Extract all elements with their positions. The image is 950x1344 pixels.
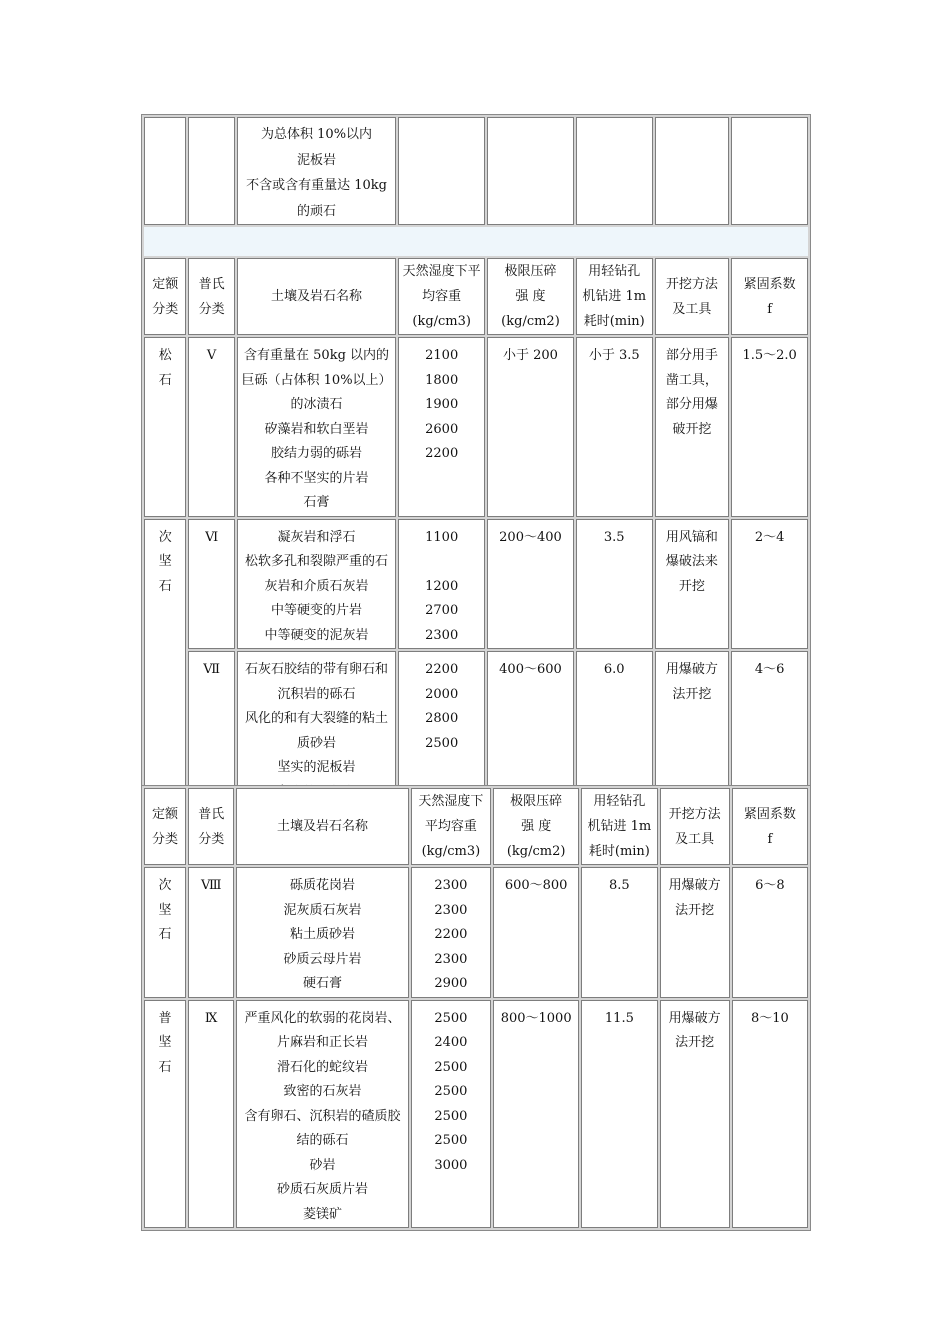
header-density: 天然湿度下 平均容重 (kg/cm3)	[411, 788, 491, 865]
header-grade: 普氏 分类	[188, 258, 234, 335]
method-cell: 用风镐和 爆破法来 开挖	[655, 519, 730, 650]
empty-cell	[144, 117, 186, 225]
strength-cell: 小于 200	[487, 337, 574, 517]
method-cell: 用爆破方 法开挖	[660, 867, 730, 998]
table-row-top-fragment	[144, 117, 808, 225]
header-row	[144, 258, 808, 335]
empty-cell	[655, 117, 730, 225]
strength-cell: 400～600	[487, 651, 574, 806]
rock-name: 严重风化的软弱的花岗岩、	[244, 1010, 401, 1026]
header-category: 定额 分类	[144, 258, 186, 335]
header-name: 土壤及岩石名称	[237, 258, 396, 335]
table-row	[144, 1000, 808, 1229]
header-grade: 普氏 分类	[188, 788, 234, 865]
rock-classification-table-1	[141, 114, 811, 809]
rock-name: 质砂岩	[297, 735, 337, 751]
coefficient-cell: 4～6	[731, 651, 808, 806]
rock-name: 灰岩和介质石灰岩	[264, 578, 369, 594]
grade-cell: Ⅵ	[188, 519, 234, 650]
rock-name: 砂质云母片岩	[283, 951, 362, 967]
coefficient-cell: 8～10	[732, 1000, 808, 1229]
method-cell: 用爆破方 法开挖	[655, 651, 730, 806]
header-category: 定额 分类	[144, 788, 186, 865]
drill-time-cell: 6.0	[576, 651, 653, 806]
drill-time-cell: 8.5	[581, 867, 657, 998]
header-method: 开挖方法 及工具	[660, 788, 730, 865]
table-row	[144, 337, 808, 517]
header-density: 天然湿度下平 均容重 (kg/cm3)	[398, 258, 485, 335]
density-cell: 2500 2400 2500 2500 2500 2500 3000	[411, 1000, 491, 1229]
rock-name: 松软多孔和裂隙严重的石	[245, 554, 389, 569]
rock-name: 砾质花岗岩	[290, 878, 356, 893]
strength-cell: 600～800	[493, 867, 579, 998]
rock-name: 胶结力弱的砾岩	[271, 446, 363, 461]
header-strength: 极限压碎 强 度 (kg/cm2)	[493, 788, 579, 865]
rock-name: 为总体积 10%以内	[261, 127, 373, 142]
header-method: 开挖方法 及工具	[655, 258, 730, 335]
rock-names-cell	[236, 867, 409, 998]
grade-cell: Ⅴ	[188, 337, 234, 517]
rock-name: 砂质石灰质片岩	[277, 1182, 369, 1197]
rock-name: 石灰石胶结的带有卵石和	[245, 662, 389, 677]
rock-name: 中等硬变的泥灰岩	[264, 627, 369, 643]
category-cell: 普 坚 石	[144, 1000, 186, 1229]
grade-cell: Ⅶ	[188, 651, 234, 806]
method-cell: 部分用手 凿工具， 部分用爆 破开挖	[655, 337, 730, 517]
rock-names-cell	[236, 1000, 409, 1229]
grade-cell: Ⅷ	[188, 867, 234, 998]
rock-name: 结的砾石	[296, 1133, 349, 1148]
category-cell: 次 坚 石	[144, 867, 186, 998]
table-row	[144, 651, 808, 806]
rock-name: 菱镁矿	[303, 1206, 343, 1222]
rock-name: 含有卵石、沉积岩的碴质胶	[244, 1108, 401, 1124]
rock-name: 石膏	[303, 495, 330, 510]
header-strength: 极限压碎 强 度 (kg/cm2)	[487, 258, 574, 335]
empty-cell	[398, 117, 485, 225]
strength-cell: 200～400	[487, 519, 574, 650]
rock-names-cell	[237, 519, 396, 650]
grade-cell: Ⅸ	[188, 1000, 234, 1229]
header-name: 土壤及岩石名称	[236, 788, 409, 865]
rock-name: 含有重量在 50kg 以内的	[244, 348, 390, 363]
header-row	[144, 788, 808, 865]
rock-classification-table-2	[141, 785, 811, 1231]
header-coefficient: 紧固系数 f	[731, 258, 808, 335]
rock-name: 不含或含有重量达 10kg	[246, 178, 387, 193]
strength-cell: 800～1000	[493, 1000, 579, 1229]
header-drill-time: 用轻钻孔 机钻进 1m 耗时(min)	[576, 258, 653, 335]
coefficient-cell: 1.5～2.0	[731, 337, 808, 517]
coefficient-cell: 2～4	[731, 519, 808, 650]
rock-name: 粘土质砂岩	[290, 927, 356, 942]
drill-time-cell: 3.5	[576, 519, 653, 650]
rock-name: 的顽石	[297, 203, 337, 219]
rock-name: 泥灰质石灰岩	[283, 902, 362, 918]
rock-name: 风化的和有大裂缝的粘土	[245, 711, 389, 726]
coefficient-cell: 6～8	[732, 867, 808, 998]
rock-name: 致密的石灰岩	[283, 1084, 362, 1099]
separator-band	[144, 227, 808, 256]
empty-cell	[188, 117, 234, 225]
rock-name: 沉积岩的砾石	[277, 686, 356, 702]
density-cell: 2300 2300 2200 2300 2900	[411, 867, 491, 998]
rock-name: 凝灰岩和浮石	[277, 529, 356, 545]
rock-name: 巨砾（占体积 10%以上）	[241, 372, 392, 388]
category-cell: 松 石	[144, 337, 186, 517]
table-row	[144, 867, 808, 998]
rock-name: 各种不坚实的片岩	[264, 470, 369, 486]
empty-cell	[576, 117, 653, 225]
header-drill-time: 用轻钻孔 机钻进 1m 耗时(min)	[581, 788, 657, 865]
empty-cell	[731, 117, 808, 225]
method-cell: 用爆破方 法开挖	[660, 1000, 730, 1229]
rock-name: 的冰渍石	[290, 397, 343, 412]
table-row	[144, 519, 808, 650]
rock-name: 坚实的泥板岩	[277, 760, 356, 775]
drill-time-cell: 11.5	[581, 1000, 657, 1229]
rock-names-cell	[237, 651, 396, 806]
rock-name: 矽藻岩和软白垩岩	[264, 421, 369, 437]
rock-name: 片麻岩和正长岩	[277, 1035, 369, 1050]
rock-name: 泥板岩	[297, 152, 337, 168]
header-coefficient: 紧固系数 f	[732, 788, 808, 865]
density-cell: 2200 2000 2800 2500	[398, 651, 485, 806]
empty-cell	[487, 117, 574, 225]
density-cell: 2100 1800 1900 2600 2200	[398, 337, 485, 517]
rock-name: 硬石膏	[303, 976, 343, 991]
rock-name: 中等硬变的片岩	[271, 603, 363, 618]
separator-row	[144, 227, 808, 256]
rock-names-cell	[237, 337, 396, 517]
density-cell: 1100 1200 2700 2300	[398, 519, 485, 650]
rock-names-cell	[237, 117, 396, 225]
category-cell: 次 坚 石	[144, 519, 186, 807]
rock-name: 滑石化的蛇纹岩	[277, 1059, 369, 1075]
rock-name: 砂岩	[309, 1157, 336, 1173]
drill-time-cell: 小于 3.5	[576, 337, 653, 517]
